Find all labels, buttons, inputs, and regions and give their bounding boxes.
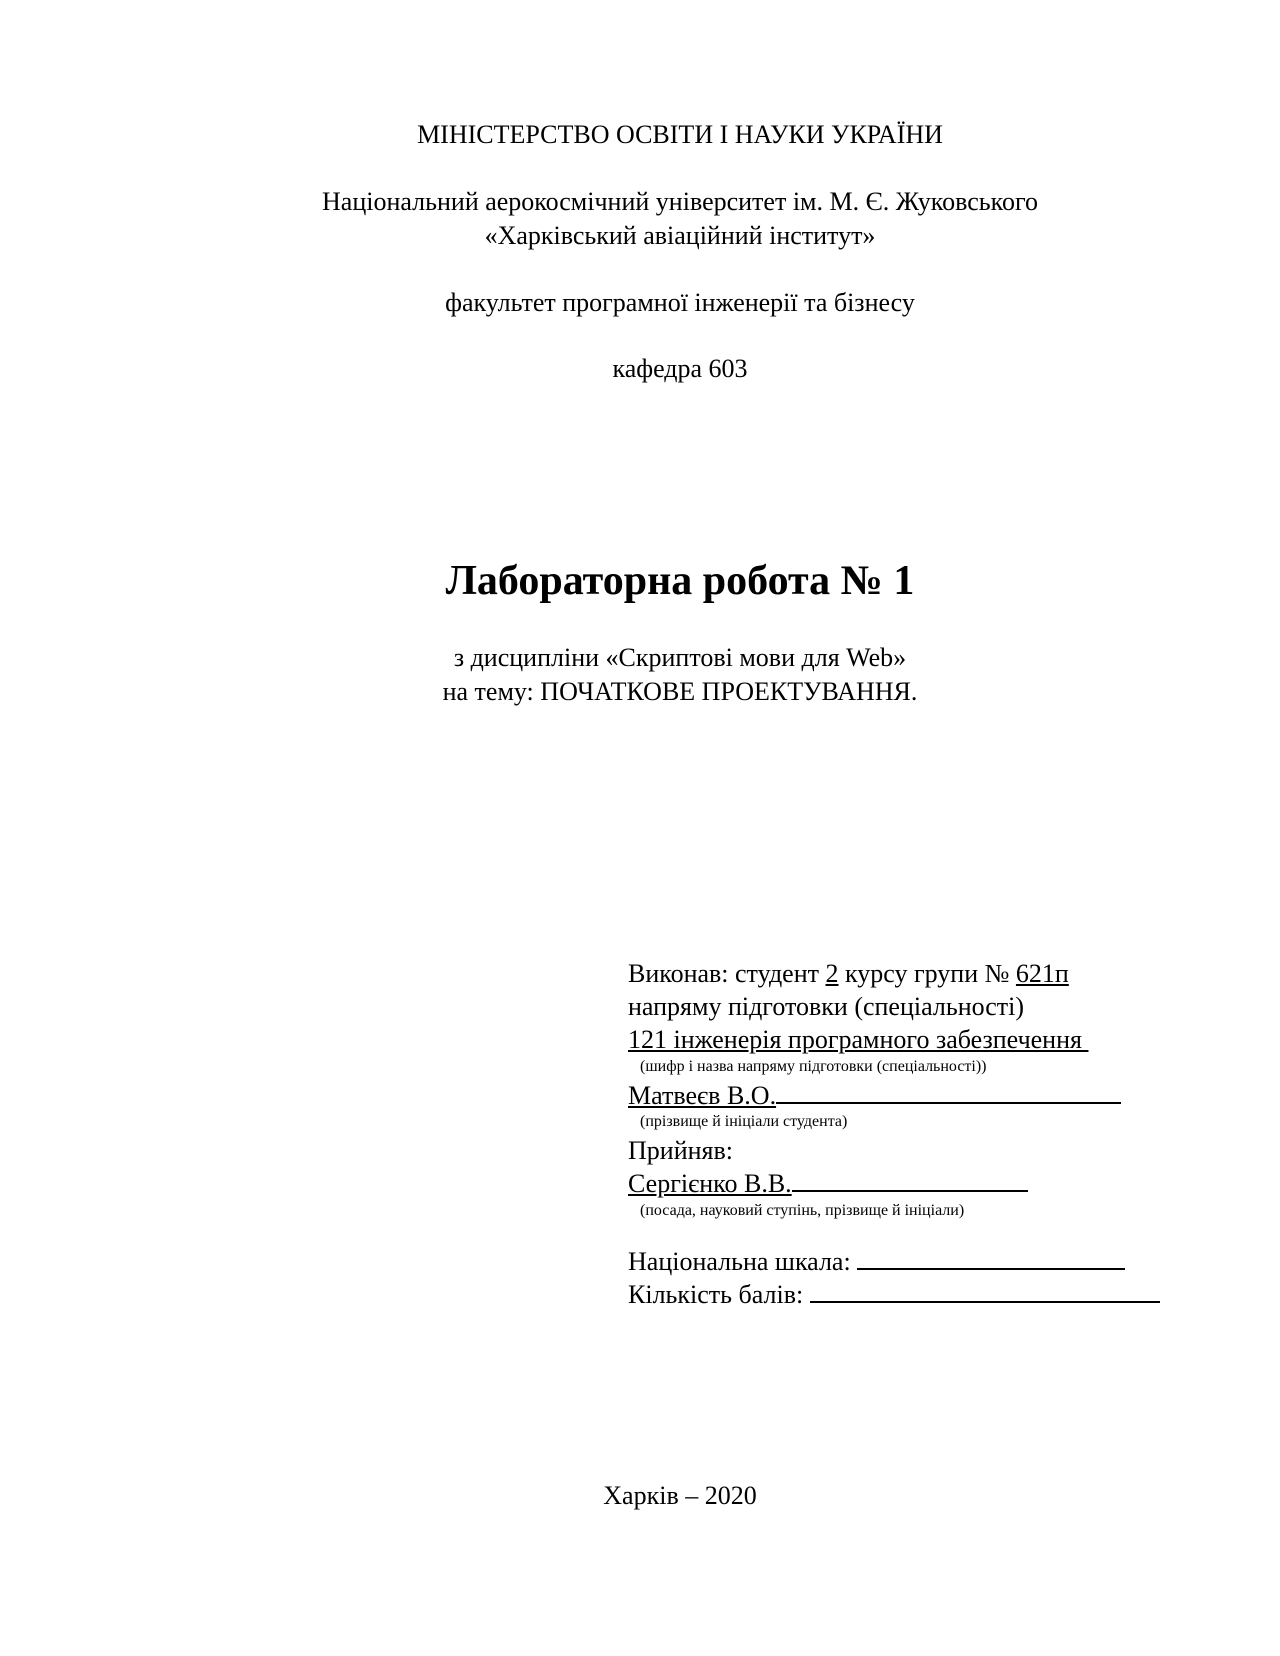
national-scale-label: Національна шкала: (628, 1247, 858, 1276)
reviewer-caption: (посада, науковий ступінь, прізвище й ініціали) (640, 1202, 965, 1219)
reviewer-name-underline (792, 1168, 1028, 1192)
national-scale-line (628, 1245, 1125, 1278)
university-line-2: «Харківський авіаційний інститут» (484, 221, 876, 250)
points-field[interactable] (810, 1279, 1160, 1303)
reviewer-name: Сергієнко В.В. (628, 1169, 792, 1198)
performer-prefix: Виконав: студент (628, 959, 826, 988)
reviewer-name-line (628, 1167, 1028, 1200)
topic-prefix: на тему: (442, 677, 541, 706)
student-name-line (628, 1079, 1121, 1112)
national-scale-field[interactable] (857, 1246, 1125, 1270)
points-label: Кількість балів: (628, 1280, 810, 1309)
direction-label: напряму підготовки (спеціальності) (628, 992, 1025, 1021)
ministry-line: МІНІСТЕРСТВО ОСВІТИ І НАУКИ УКРАЇНИ (417, 120, 943, 149)
university-line-1: Національний аерокосмічний університет ім. М. Є. Жуковського (322, 187, 1038, 216)
performer-line (628, 957, 1069, 990)
city-year: Харків – 2020 (603, 1481, 757, 1510)
discipline-line: з дисципліни «Скриптові мови для Web» (453, 643, 907, 672)
topic-text: ПОЧАТКОВЕ ПРОЕКТУВАННЯ. (540, 677, 918, 706)
points-line (628, 1278, 1160, 1311)
student-name-underline (776, 1080, 1121, 1104)
lab-title: Лабораторна робота № 1 (445, 558, 915, 604)
reviewer-label: Прийняв: (628, 1136, 733, 1165)
course-number: 2 (825, 959, 839, 988)
department-line: кафедра 603 (612, 354, 748, 383)
student-caption: (прізвище й ініціали студента) (640, 1113, 848, 1130)
faculty-line: факультет програмної інженерії та бізнесу (445, 288, 915, 317)
group-number: 621п (1015, 959, 1069, 988)
student-name: Матвеєв В.О. (628, 1081, 777, 1110)
specialty-line: 121 інженерія програмного забезпечення (628, 1025, 1089, 1054)
topic-line (0, 676, 1280, 708)
performer-mid: курсу групи № (838, 959, 1016, 988)
specialty-caption: (шифр і назва напряму підготовки (спеціальності)) (640, 1058, 987, 1075)
